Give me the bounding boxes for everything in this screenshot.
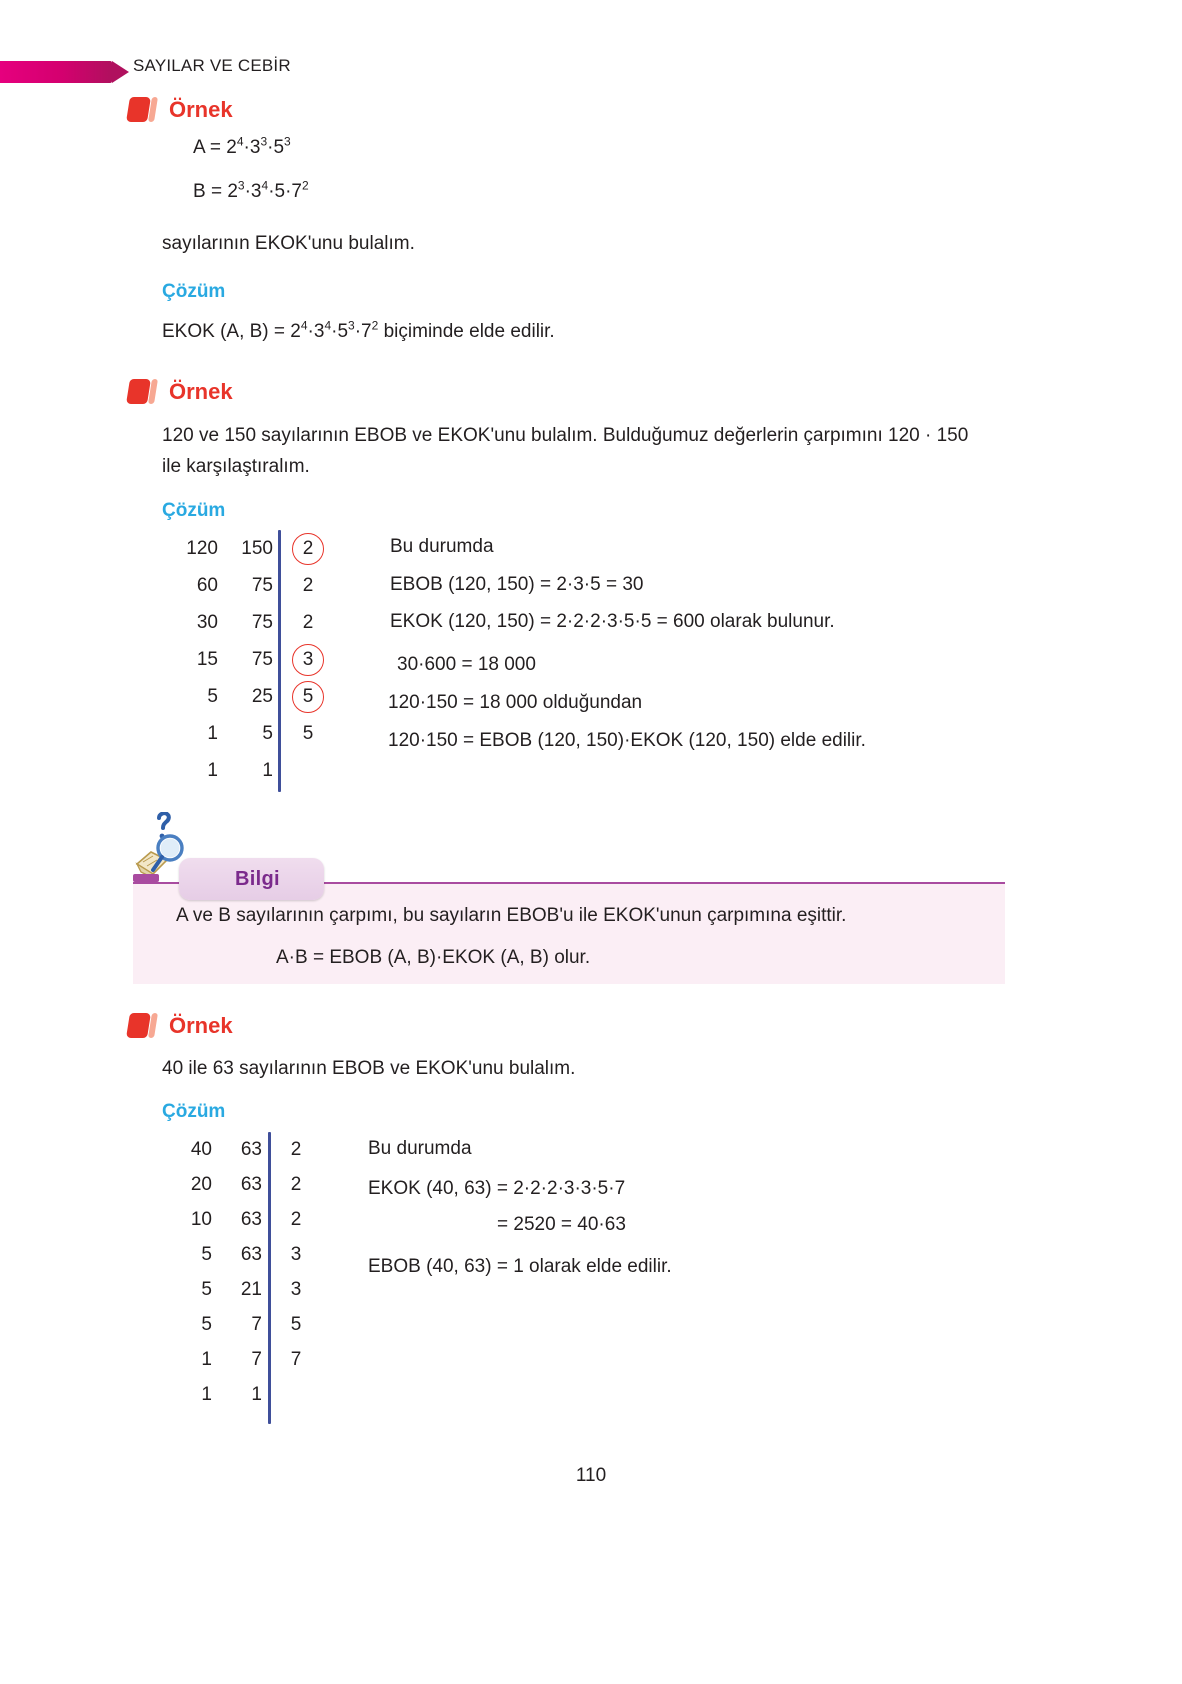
example2-note-5: 120·150 = EBOB (120, 150)·EKOK (120, 150) elde edilir. [388,730,866,751]
ex1-sol-exp3: 3 [348,318,355,333]
ex1-a-mid1: ·3 [243,137,261,158]
ex1-sol-exp1: 4 [300,318,308,333]
factor-left-value: 10 [190,1208,212,1230]
ex1-a-exp2: 3 [260,134,268,149]
prime-divisor: 5 [290,1313,302,1335]
factor-left-value: 120 [186,537,218,559]
bookmark-icon [128,378,160,405]
factor-left-value: 1 [207,759,218,781]
factor-left-value: 5 [201,1313,212,1335]
example2-note-1: EBOB (120, 150) = 2·3·5 = 30 [390,574,644,595]
bookmark-icon [128,96,160,123]
cozum-heading-1: Çözüm [162,281,226,302]
factor-left-value: 40 [190,1138,212,1160]
ex1-sol-exp4: 2 [371,318,379,333]
ex1-b-mid2: ·5·7 [268,181,302,202]
ex1-sol-exp2: 4 [324,318,332,333]
example2-note-2: EKOK (120, 150) = 2·2·2·3·5·5 = 600 olarak bulunur. [390,611,835,632]
example2-note-0: Bu durumda [390,536,494,557]
prime-divisor: 5 [302,722,314,744]
example3-question: 40 ile 63 sayılarının EBOB ve EKOK'unu bulalım. [162,1058,576,1079]
ex1-sol-suffix: biçiminde elde edilir. [378,321,555,342]
table-row [160,1272,318,1307]
factor-right-value: 1 [251,1383,262,1405]
table-row [160,604,331,641]
ornek-label: Örnek [169,378,233,404]
info-box-tab [179,858,324,900]
factor-left-value: 1 [207,722,218,744]
ex1-b-exp3: 2 [301,178,309,193]
table-row [160,1202,318,1237]
info-box-text: A ve B sayılarının çarpımı, bu sayıların EBOB'u ile EKOK'unun çarpımına eşittir. [176,905,847,926]
factorization-table-3 [160,1132,318,1412]
factor-right-value: 150 [241,537,273,559]
factor-right-value: 7 [251,1313,262,1335]
ex1-sol-mid1: ·3 [307,321,325,342]
prime-divisor: 3 [290,1243,302,1265]
ex1-b-base: B = 2 [193,181,238,202]
prime-divisor: 7 [290,1348,302,1370]
prime-divisor: 2 [290,1173,302,1195]
prime-divisor: 2 [290,1208,302,1230]
prime-divisor: 2 [290,1138,302,1160]
example2-question-line2: ile karşılaştıralım. [162,456,310,477]
table-row [160,1167,318,1202]
table-row [160,715,331,752]
table-row [160,567,331,604]
factor-left-value: 5 [201,1243,212,1265]
table-row [160,1237,318,1272]
magnifier-book-icon [133,812,199,884]
table-row [160,1132,318,1167]
prime-divisor [285,533,331,565]
table-row [160,530,331,567]
cozum-heading-2: Çözüm [162,500,226,521]
example3-note-3: EBOB (40, 63) = 1 olarak elde edilir. [368,1256,672,1277]
factor-right-value: 75 [251,611,273,633]
prime-divisor: 2 [302,611,314,633]
ex1-a-exp1: 4 [236,134,244,149]
ex1-sol-mid3: ·7 [354,321,372,342]
factor-right-value: 63 [240,1208,262,1230]
running-head [0,56,1182,82]
circled-prime: 3 [292,644,324,676]
factor-left-value: 30 [196,611,218,633]
ornek-heading-1 [128,96,233,123]
prime-divisor [285,644,331,676]
prime-divisor: 3 [290,1278,302,1300]
table-row [160,1342,318,1377]
header-accent-tab [0,61,112,83]
factor-right-value: 63 [240,1173,262,1195]
ornek-heading-3 [128,1012,233,1039]
example2-question-line1: 120 ve 150 sayılarının EBOB ve EKOK'unu bulalım. Bulduğumuz değerlerin çarpımını 120 · 150 [162,425,969,446]
ex1-sol-prefix: EKOK (A, B) = 2 [162,321,301,342]
ornek-label: Örnek [169,96,233,122]
example2-note-4: 120·150 = 18 000 olduğundan [388,692,643,713]
prime-divisor: 2 [302,574,314,596]
table-row [160,752,331,789]
cozum-heading-3: Çözüm [162,1101,226,1122]
ex1-b-mid1: ·3 [244,181,262,202]
ex1-b-exp2: 4 [261,178,269,193]
factor-left-value: 1 [201,1383,212,1405]
ex1-sol-mid2: ·5 [331,321,349,342]
factor-left-value: 5 [207,685,218,707]
factor-left-value: 15 [196,648,218,670]
page-number: 110 [575,1465,607,1486]
example1-solution [162,315,555,349]
factor-right-value: 75 [251,648,273,670]
example3-note-0: Bu durumda [368,1138,472,1159]
example1-line-b [193,175,309,209]
ex1-a-mid2: ·5 [267,137,285,158]
example1-line-a [193,131,291,165]
factor-left-value: 1 [201,1348,212,1370]
example3-note-1: EKOK (40, 63) = 2·2·2·3·3·5·7 [368,1178,626,1199]
info-box-title: Bilgi [235,867,280,890]
bookmark-icon [128,1012,160,1039]
factor-right-value: 25 [251,685,273,707]
example1-question: sayılarının EKOK'unu bulalım. [162,233,415,254]
factor-right-value: 7 [251,1348,262,1370]
factor-left-value: 20 [190,1173,212,1195]
factor-right-value: 63 [240,1243,262,1265]
table-row [160,641,331,678]
factor-right-value: 63 [240,1138,262,1160]
example3-note-2: = 2520 = 40·63 [497,1214,626,1235]
table-row [160,1307,318,1342]
ex1-b-exp1: 3 [237,178,245,193]
prime-divisor [285,681,331,713]
factor-right-value: 1 [262,759,273,781]
table-row [160,1377,318,1412]
factor-right-value: 75 [251,574,273,596]
table-row [160,678,331,715]
factorization-table-2 [160,530,331,789]
ex1-a-base: A = 2 [193,137,237,158]
ornek-label: Örnek [169,1012,233,1038]
ex1-a-exp3: 3 [284,134,291,149]
info-box-formula: A·B = EBOB (A, B)·EKOK (A, B) olur. [276,947,591,968]
factor-right-value: 5 [262,722,273,744]
factor-left-value: 5 [201,1278,212,1300]
running-head-title: SAYILAR VE CEBİR [133,56,291,75]
example2-note-3: 30·600 = 18 000 [397,654,536,675]
circled-prime: 5 [292,681,324,713]
ornek-heading-2 [128,378,233,405]
factor-right-value: 21 [240,1278,262,1300]
factor-left-value: 60 [196,574,218,596]
circled-prime: 2 [292,533,324,565]
